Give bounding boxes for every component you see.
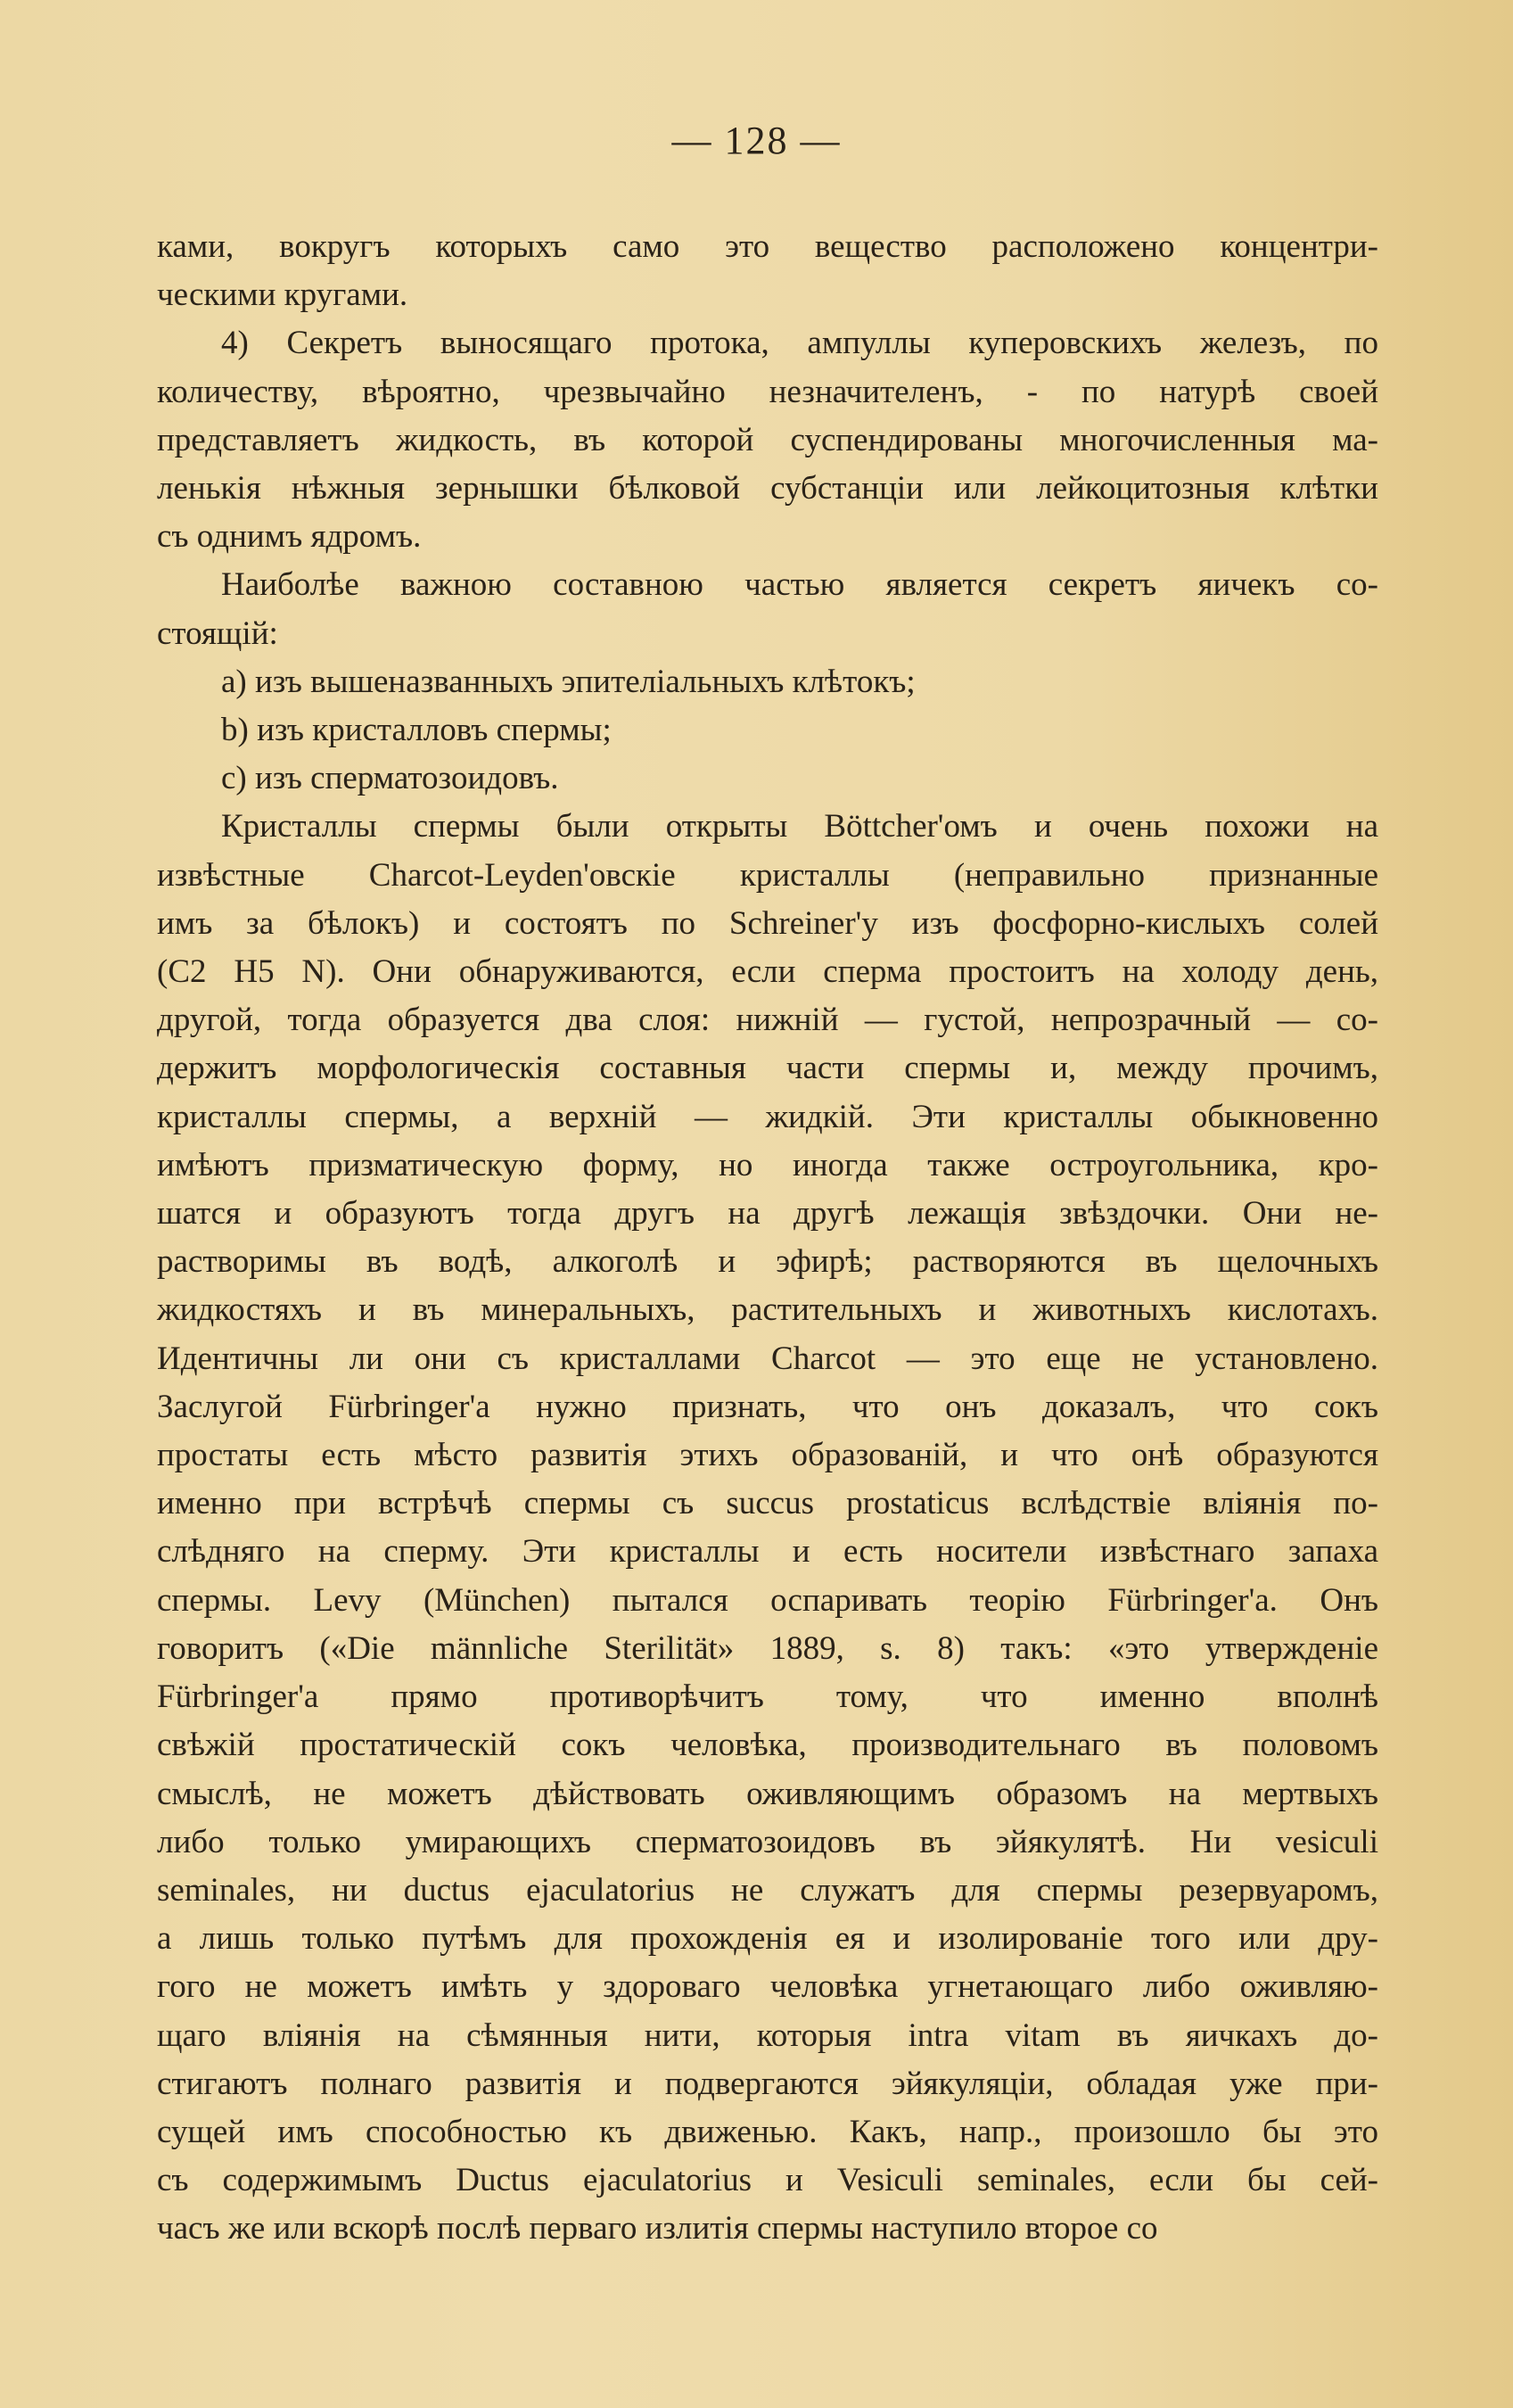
list-item: c) изъ сперматозоидовъ. xyxy=(221,760,559,797)
text-line: (C2 H5 N). Они обнаруживаются, если сперма простоитъ на холоду день, xyxy=(157,953,1378,991)
text-line: свѣжій простатическій сокъ человѣка, производительнаго въ половомъ xyxy=(157,1727,1378,1764)
text-line: ческими кругами. xyxy=(157,276,408,314)
text-line: смыслѣ, не можетъ дѣйствовать оживляющимъ образомъ на мертвыхъ xyxy=(157,1775,1378,1812)
text-line: простаты есть мѣсто развитія этихъ образованій, и что онѣ образуются xyxy=(157,1437,1378,1474)
text-line: слѣдняго на сперму. Эти кристаллы и есть носители извѣстнаго запаха xyxy=(157,1533,1378,1571)
text-line: спермы. Levy (München) пытался оспаривать теорію Fürbringer'а. Онъ xyxy=(157,1581,1378,1619)
page-number: — 128 — xyxy=(671,119,842,162)
text-line: имѣютъ призматическую форму, но иногда также остроугольника, кро- xyxy=(157,1146,1378,1183)
text-line: держитъ морфологическія составныя части спермы и, между прочимъ, xyxy=(157,1050,1378,1087)
text-line: говоритъ («Die männliche Sterilität» 1889, s. 8) такъ: «это утвержденіе xyxy=(157,1629,1378,1667)
text-line: представляетъ жидкость, въ которой суспендированы многочисленныя ма- xyxy=(157,421,1378,458)
text-line: стоящій: xyxy=(157,614,278,652)
text-line: имъ за бѣлокъ) и состоятъ по Schreiner'у изъ фосфорно-кислыхъ солей xyxy=(157,904,1378,942)
text-line: именно при встрѣчѣ спермы съ succus prostaticus вслѣдствіе вліянія по- xyxy=(157,1485,1378,1522)
text-line: другой, тогда образуется два слоя: нижній — густой, непрозрачный — со- xyxy=(157,1002,1378,1039)
text-line: Кристаллы спермы были открыты Böttcher'омъ и очень похожи на xyxy=(221,808,1378,845)
text-line: Заслугой Fürbringer'а нужно признать, что онъ доказалъ, что сокъ xyxy=(157,1388,1378,1425)
list-item: a) изъ вышеназванныхъ эпителіальныхъ клѣтокъ; xyxy=(221,663,916,700)
text-line: Идентичны ли они съ кристаллами Charcot — это еще не установлено. xyxy=(157,1340,1378,1377)
text-line: шатся и образуютъ тогда другъ на другѣ лежащія звѣздочки. Они не- xyxy=(157,1195,1378,1233)
text-line: seminales, ни ductus ejaculatorius не служатъ для спермы резервуаромъ, xyxy=(157,1871,1378,1909)
text-line: гого не можетъ имѣть у здороваго человѣка угнетающаго либо оживляю- xyxy=(157,1968,1378,2006)
text-line: часъ же или вскорѣ послѣ перваго излитія спермы наступило второе со xyxy=(157,2210,1158,2247)
text-line: сущей имъ способностью къ движенью. Какъ, напр., произошло бы это xyxy=(157,2113,1378,2150)
text-line: Наиболѣе важною составною частью является секретъ яичекъ со- xyxy=(221,566,1378,604)
text-line: извѣстные Charcot-Leyden'овскіе кристаллы (неправильно признанные xyxy=(157,856,1378,894)
text-line: Fürbringer'а прямо противорѣчитъ тому, что именно вполнѣ xyxy=(157,1678,1378,1716)
text-line: либо только умирающихъ сперматозоидовъ въ эйякулятѣ. Ни vesiculi xyxy=(157,1823,1378,1860)
text-line: жидкостяхъ и въ минеральныхъ, растительныхъ и животныхъ кислотахъ. xyxy=(157,1291,1378,1329)
list-item: b) изъ кристалловъ спермы; xyxy=(221,712,612,749)
text-line: растворимы въ водѣ, алкоголѣ и эфирѣ; растворяются въ щелочныхъ xyxy=(157,1243,1378,1281)
text-line: количеству, вѣроятно, чрезвычайно незначителенъ, - по натурѣ своей xyxy=(157,373,1378,410)
text-line: 4) Секретъ выносящаго протока, ампуллы куперовскихъ железъ, по xyxy=(221,325,1378,362)
text-line: ками, вокругъ которыхъ само это вещество расположено концентри- xyxy=(157,228,1378,265)
text-line: съ однимъ ядромъ. xyxy=(157,518,422,556)
text-line: ленькія нѣжныя зернышки бѣлковой субстанціи или лейкоцитозныя клѣтки xyxy=(157,470,1378,507)
text-line: а лишь только путѣмъ для прохожденія ея и изолированіе того или дру- xyxy=(157,1920,1378,1958)
text-line: стигаютъ полнаго развитія и подвергаются эйякуляціи, обладая уже при- xyxy=(157,2065,1378,2102)
text-line: щаго вліянія на сѣмянныя нити, которыя intra vitam въ яичкахъ до- xyxy=(157,2016,1378,2054)
body-text xyxy=(157,223,1378,2254)
text-line: съ содержимымъ Ductus ejaculatorius и Vesiculi seminales, если бы сей- xyxy=(157,2162,1378,2199)
text-line: кристаллы спермы, а верхній — жидкій. Эти кристаллы обыкновенно xyxy=(157,1098,1378,1135)
